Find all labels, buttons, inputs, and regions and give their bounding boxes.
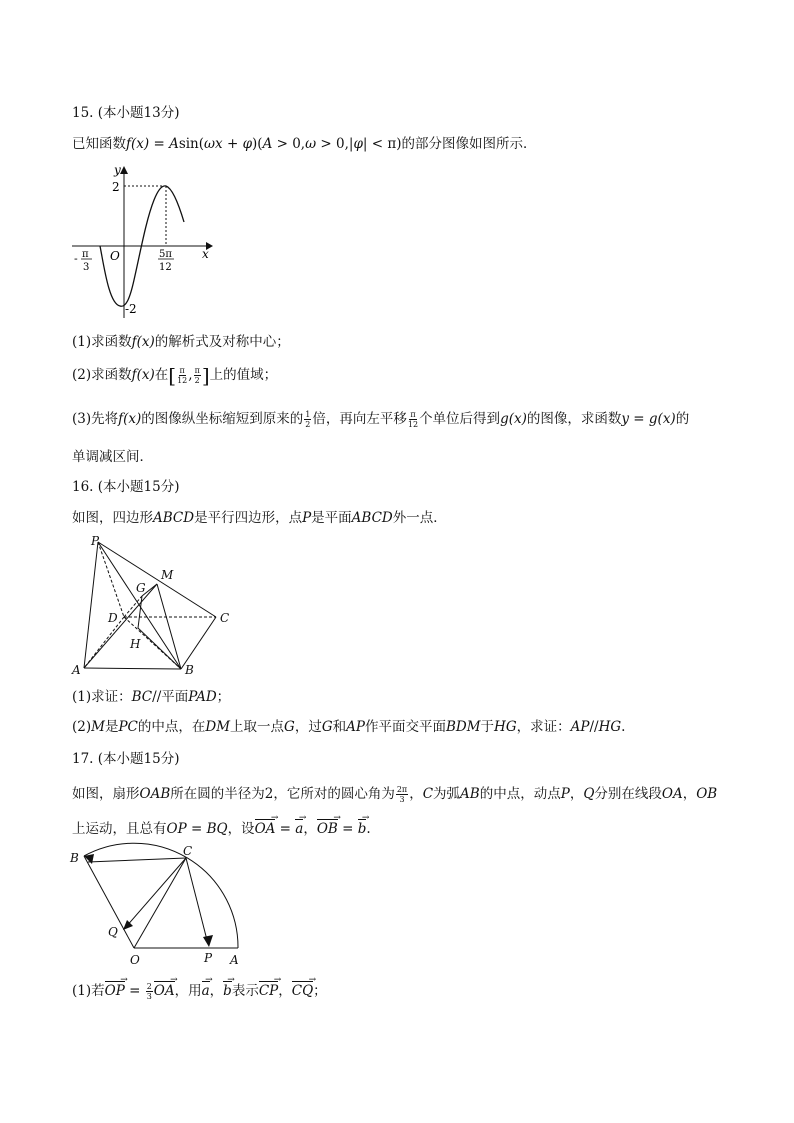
q17-stem-line2: [72, 820, 371, 838]
inline-text: ，: [409, 786, 423, 802]
inline-text: π: [410, 410, 416, 419]
inline-text: ，用: [174, 983, 202, 999]
inline-text: 2π: [396, 785, 408, 794]
inline-text: OP →: [105, 982, 125, 1000]
inline-text: 12: [177, 376, 188, 385]
edge-HB: [138, 628, 181, 669]
inline-text: 是平面: [311, 510, 352, 526]
inline-text: 上运动，且总有: [72, 821, 167, 837]
edge-DA: [84, 617, 124, 668]
x-right-num: 5π: [159, 249, 172, 260]
inline-text: A: [262, 136, 273, 152]
q15-sine-graph: [70, 162, 215, 320]
inline-text: ，: [209, 983, 224, 999]
inline-text: ]: [201, 363, 210, 388]
label-A: A: [230, 953, 239, 967]
inline-text: (2): [72, 719, 92, 735]
inline-text: [304, 410, 311, 429]
arrowhead-Q-icon: [123, 920, 133, 930]
q17-sector-figure: [68, 840, 253, 970]
arrowhead-P-icon: [203, 935, 213, 947]
q15-stem: [72, 135, 536, 153]
q15-part2: (2)求函数f(x)在[ $\frac{\pi}{12}$ , $\frac{\pi}{2}$ ]上的值域；: [72, 363, 278, 388]
y-min-label: -2: [125, 302, 137, 316]
label-A: A: [72, 663, 81, 677]
q15-part3-cont: 单调减区间．: [72, 449, 153, 465]
inline-text: 于: [480, 719, 495, 735]
x-right-den: 12: [159, 262, 172, 273]
q17-header: 17. (本小题15分): [72, 751, 180, 767]
label-Q: Q: [108, 925, 118, 939]
y-max-label: 2: [112, 180, 120, 194]
inline-text: ，过: [294, 719, 322, 735]
inline-text: //平面: [152, 689, 189, 705]
inline-text: 1: [305, 410, 311, 419]
inline-text: .: [366, 821, 371, 837]
label-H: H: [130, 637, 141, 651]
inline-text: sin(: [178, 136, 205, 152]
vector-CQ: [125, 858, 186, 928]
inline-text: OP: [166, 821, 187, 837]
q17-stem-line1: [72, 785, 717, 804]
inline-text: 是平行四边形，点: [194, 510, 303, 526]
label-P: P: [91, 534, 100, 548]
inline-text: g(x): [648, 411, 676, 427]
inline-text: PC: [118, 719, 138, 735]
inline-text: 外一点．: [392, 510, 447, 526]
inline-text: [396, 785, 408, 804]
inline-text: BC: [131, 689, 153, 705]
q16-part1: [72, 688, 230, 706]
x-left-sign: -: [74, 252, 78, 265]
inline-text: =: [149, 136, 170, 152]
inline-text: P: [560, 786, 570, 802]
edge-PC: [98, 542, 216, 617]
inline-text: 2: [194, 376, 200, 385]
inline-text: 为弧: [433, 786, 461, 802]
inline-text: π: [194, 366, 200, 375]
inline-text: 的中点，在: [137, 719, 206, 735]
q15-part3: [72, 410, 689, 429]
inline-text: CQ →: [292, 982, 313, 1000]
inline-text: OA →: [255, 820, 276, 838]
inline-text: Q: [583, 786, 595, 802]
inline-text: ，求证：: [516, 719, 571, 735]
label-C: C: [183, 844, 193, 858]
inline-text: ABCD: [351, 510, 393, 526]
inline-text: PAD: [188, 689, 217, 705]
inline-text: 2: [146, 982, 152, 991]
y-axis-arrow-icon: [120, 166, 128, 174]
inline-text: CP →: [259, 982, 278, 1000]
inline-text: 表示: [231, 983, 259, 999]
inline-text: [194, 366, 201, 385]
edge-GH: [138, 596, 142, 628]
inline-text: .: [621, 719, 626, 735]
inline-text: f(x): [126, 136, 150, 152]
inline-text: ωx: [204, 136, 223, 152]
q17-part1: [72, 982, 327, 1001]
q16-pyramid-figure: [70, 532, 240, 680]
inline-text: 的图像纵坐标缩短到原来的: [141, 411, 304, 427]
inline-text: AB: [460, 786, 480, 802]
inline-text: 2: [305, 420, 311, 429]
inline-text: =: [275, 821, 296, 837]
inline-text: f(x): [118, 411, 142, 427]
inline-text: (1)若: [72, 983, 105, 999]
inline-text: =: [124, 983, 145, 999]
inline-text: y: [621, 411, 629, 427]
q16-part2: [72, 718, 625, 736]
inline-text: HG: [598, 719, 622, 735]
x-left-den: 3: [83, 262, 90, 273]
edge-AM: [84, 584, 157, 668]
q15-part1: [72, 333, 290, 351]
inline-text: =: [629, 411, 649, 427]
q16-header: 16. (本小题15分): [72, 479, 180, 495]
inline-text: =: [337, 821, 358, 837]
vector-CB: [88, 858, 186, 862]
label-B: B: [70, 851, 79, 865]
inline-text: HG: [494, 719, 517, 735]
inline-text: [: [168, 363, 177, 388]
label-O: O: [130, 953, 140, 967]
inline-text: [408, 410, 418, 429]
inline-text: | < π)的部分图像如图所示．: [362, 136, 537, 152]
inline-text: ，: [682, 786, 697, 802]
inline-text: (2)求函数: [72, 367, 132, 383]
inline-text: g(x): [500, 411, 527, 427]
label-D: D: [108, 611, 118, 625]
inline-text: P: [302, 510, 312, 526]
label-C: C: [220, 611, 230, 625]
inline-text: 的: [675, 411, 690, 427]
inline-text: 个单位后得到: [419, 411, 501, 427]
inline-text: OB →: [317, 820, 338, 838]
inline-text: [177, 366, 187, 385]
inline-text: AP: [570, 719, 590, 735]
inline-text: b →: [358, 820, 367, 838]
inline-text: 如图，四边形: [72, 510, 153, 526]
edge-BC: [181, 617, 216, 669]
inline-text: f(x): [131, 334, 155, 350]
inline-text: b →: [223, 982, 232, 1000]
inline-text: 上取一点: [230, 719, 285, 735]
edge-AB: [84, 668, 181, 669]
inline-text: 的图像，求函数: [526, 411, 622, 427]
inline-text: G: [321, 719, 333, 735]
inline-text: OB: [696, 786, 718, 802]
inline-text: (3)先将: [72, 411, 119, 427]
inline-text: A: [169, 136, 179, 152]
segment-CO: [134, 858, 186, 948]
inline-text: > 0,|: [316, 136, 354, 152]
inline-text: C: [422, 786, 434, 802]
inline-text: a →: [295, 820, 303, 838]
x-left-num: π: [82, 249, 89, 260]
inline-text: OA: [661, 786, 683, 802]
inline-text: 的中点，动点: [479, 786, 561, 802]
inline-text: 的解析式及对称中心；: [154, 334, 290, 350]
inline-text: ，: [278, 983, 292, 999]
inline-text: )(: [252, 136, 263, 152]
inline-text: (1)求证：: [72, 689, 132, 705]
inline-text: (1)求函数: [72, 334, 132, 350]
inline-text: ω: [305, 136, 317, 152]
inline-text: 12: [407, 420, 419, 429]
inline-text: 分别在线段: [594, 786, 662, 802]
edge-PA: [84, 542, 98, 668]
y-axis-label: y: [114, 163, 121, 177]
inline-text: BQ: [206, 821, 228, 837]
label-P: P: [204, 951, 213, 965]
inline-text: 如图，扇形: [72, 786, 140, 802]
edge-MB: [157, 584, 181, 669]
inline-text: a →: [202, 982, 210, 1000]
inline-text: ；: [216, 689, 231, 705]
label-B: B: [185, 663, 194, 677]
origin-label: O: [110, 249, 120, 263]
inline-text: φ: [242, 136, 253, 152]
x-axis-label: x: [202, 247, 209, 261]
inline-text: //: [589, 719, 599, 735]
inline-text: 已知函数: [72, 136, 126, 152]
inline-text: ，设: [227, 821, 255, 837]
label-G: G: [136, 581, 146, 595]
inline-text: 所在圆的半径为2，它所对的圆心角为: [170, 786, 395, 802]
inline-text: f(x): [131, 367, 155, 383]
inline-text: 是: [104, 719, 119, 735]
inline-text: ；: [313, 983, 327, 999]
inline-text: > 0,: [272, 136, 306, 152]
inline-text: π: [179, 366, 185, 375]
inline-text: BDM: [445, 719, 481, 735]
inline-text: OA →: [154, 982, 175, 1000]
inline-text: M: [91, 719, 105, 735]
q15-header: 15. (本小题13分): [72, 105, 180, 121]
inline-text: G: [284, 719, 295, 735]
inline-text: ，: [569, 786, 584, 802]
edge-PD: [98, 542, 124, 617]
inline-text: ，: [303, 821, 317, 837]
inline-text: OAB: [139, 786, 171, 802]
inline-text: 3: [399, 795, 405, 804]
inline-text: 在: [154, 367, 169, 383]
inline-text: +: [222, 136, 243, 152]
inline-text: [146, 982, 153, 1001]
inline-text: 3: [146, 992, 152, 1001]
inline-text: 和: [332, 719, 347, 735]
inline-text: DM: [205, 719, 231, 735]
inline-text: 上的值域；: [209, 367, 278, 383]
inline-text: φ: [353, 136, 363, 152]
inline-text: AP: [346, 719, 365, 735]
inline-text: 作平面交平面: [364, 719, 446, 735]
inline-text: ABCD: [153, 510, 195, 526]
label-M: M: [161, 568, 174, 582]
q16-stem: [72, 509, 447, 527]
inline-text: 倍，再向左平移: [312, 411, 407, 427]
inline-text: =: [186, 821, 207, 837]
